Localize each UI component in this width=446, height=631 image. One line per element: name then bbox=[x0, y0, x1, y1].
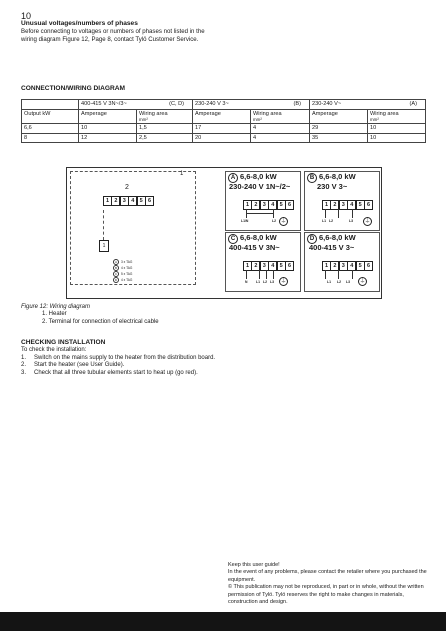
caption-item: 1. Heater bbox=[42, 311, 67, 318]
bottom-bar bbox=[0, 612, 446, 631]
table-header-b: 230-240 V 3~ (B) bbox=[193, 100, 310, 110]
panel-a bbox=[225, 171, 301, 231]
heater-legend: A 3 x TAG B 4 x TAG C 5 x TAG D 4 x TAG bbox=[114, 260, 133, 282]
table-col-wiring-area: Wiring area mm² bbox=[137, 109, 193, 124]
wire-label: L2 bbox=[337, 280, 341, 284]
section-heading-checking: CHECKING INSTALLATION bbox=[21, 339, 106, 346]
table-cell: 12 bbox=[79, 133, 137, 143]
panel-c-power: 6,6-8,0 kW bbox=[240, 233, 277, 242]
page-number: 10 bbox=[21, 11, 32, 21]
panel-b-terminals: 1 2 3 4 5 6 bbox=[322, 200, 372, 210]
terminal-block: 1 2 3 4 5 6 bbox=[103, 196, 153, 206]
figure-caption bbox=[21, 304, 159, 326]
table-cell: 17 bbox=[193, 124, 251, 134]
section-body-voltages: Before connecting to voltages or numbers of phases not listed in the wiring diagram Figure 12, Page 8, contact Tylö Customer Service. bbox=[21, 28, 205, 43]
table-header-row bbox=[22, 100, 426, 110]
caption-item: 2. Terminal for connection of electrical cable bbox=[42, 318, 159, 325]
panel-c-terminals: 1 2 3 4 5 6 bbox=[243, 261, 293, 271]
section-heading-voltages: Unusual voltages/numbers of phases bbox=[21, 20, 138, 27]
wire-label: L1 bbox=[327, 280, 331, 284]
heater-box: 1 bbox=[99, 240, 109, 252]
table-row bbox=[22, 133, 426, 143]
panel-a-voltage: 230-240 V 1N~/2~ bbox=[229, 182, 291, 191]
wire-label: L2 bbox=[263, 280, 267, 284]
terminal-label: 2 bbox=[125, 184, 129, 191]
table-cell: 4 bbox=[251, 133, 310, 143]
panel-letter-d: D bbox=[307, 234, 317, 244]
wire-label: N bbox=[245, 280, 248, 284]
footer-line: © This publication may not be reproduced, in part or in whole, without the written permission of Tylö. Tylö reserves the right to make changes in materials, construction and design. bbox=[228, 584, 424, 606]
table-corner-cell bbox=[22, 100, 79, 110]
table-cell: 6,6 bbox=[22, 124, 79, 134]
table-row bbox=[22, 124, 426, 134]
earth-icon: ⏚ bbox=[280, 278, 287, 285]
wire-label: L3 bbox=[349, 219, 353, 223]
panel-a-power: 6,6-8,0 kW bbox=[240, 172, 277, 181]
footer-line: In the event of any problems, please contact the retailer where you purchased the equipment. bbox=[228, 569, 427, 583]
footer-note bbox=[228, 562, 428, 606]
table-cell: 29 bbox=[310, 124, 368, 134]
earth-icon: ⏚ bbox=[359, 278, 366, 285]
wiring-table bbox=[21, 99, 426, 143]
wire-label: L3 bbox=[270, 280, 274, 284]
table-col-amperage: Amperage bbox=[310, 109, 368, 124]
panel-letter-b: B bbox=[307, 173, 317, 183]
table-cell: 8 bbox=[22, 133, 79, 143]
wire-label: L2 bbox=[329, 219, 333, 223]
checking-list bbox=[21, 347, 221, 377]
table-cell: 1,5 bbox=[137, 124, 193, 134]
figure-title: Figure 12: Wiring diagram bbox=[21, 304, 90, 310]
table-col-wiring-area: Wiring area mm² bbox=[251, 109, 310, 124]
table-header-c: 400-415 V 3N~/3~ (C, D) bbox=[79, 100, 193, 110]
table-col-amperage: Amperage bbox=[193, 109, 251, 124]
list-item: 1. Switch on the mains supply to the heater from the distribution board. bbox=[21, 354, 216, 361]
wire-label: L1 bbox=[256, 280, 260, 284]
table-col-wiring-area: Wiring area mm² bbox=[368, 109, 426, 124]
wire-label: L1 bbox=[322, 219, 326, 223]
table-col-amperage: Amperage bbox=[79, 109, 137, 124]
list-item: 3. Check that all three tubular elements start to heat up (go red). bbox=[21, 369, 198, 376]
panel-letter-c: C bbox=[228, 234, 238, 244]
table-cell: 20 bbox=[193, 133, 251, 143]
panel-c-voltage: 400-415 V 3N~ bbox=[229, 243, 280, 252]
list-item: 2. Start the heater (see User Guide). bbox=[21, 362, 125, 369]
table-cell: 35 bbox=[310, 133, 368, 143]
panel-d-terminals: 1 2 3 4 5 6 bbox=[322, 261, 372, 271]
table-cell: 2,5 bbox=[137, 133, 193, 143]
wire-label: L2 bbox=[272, 219, 276, 223]
heater-outline bbox=[70, 171, 196, 285]
panel-b bbox=[304, 171, 380, 231]
table-cell: 4 bbox=[251, 124, 310, 134]
table-cell: 10 bbox=[368, 133, 426, 143]
panel-b-power: 6,6-8,0 kW bbox=[319, 172, 356, 181]
connection-line bbox=[103, 210, 104, 240]
panel-d-power: 6,6-8,0 kW bbox=[319, 233, 356, 242]
panel-c bbox=[225, 232, 301, 292]
table-subheader-row bbox=[22, 109, 426, 124]
heater-label: 1 bbox=[180, 171, 184, 177]
panel-b-voltage: 230 V 3~ bbox=[317, 182, 348, 191]
panel-d bbox=[304, 232, 380, 292]
panel-a-terminals: 1 2 3 4 5 6 bbox=[243, 200, 293, 210]
wire-label: L3 bbox=[346, 280, 350, 284]
table-cell: 10 bbox=[368, 124, 426, 134]
earth-icon: ⏚ bbox=[364, 218, 371, 225]
table-header-a: 230-240 V~ (A) bbox=[310, 100, 426, 110]
section-heading-wiring: CONNECTION/WIRING DIAGRAM bbox=[21, 85, 126, 92]
table-col-output: Output kW bbox=[22, 109, 79, 124]
earth-icon: ⏚ bbox=[280, 218, 287, 225]
wire-label: L1/N bbox=[241, 219, 249, 223]
checking-intro: To check the installation: bbox=[21, 347, 87, 353]
footer-line: Keep this user guide! bbox=[228, 562, 280, 568]
table-cell: 10 bbox=[79, 124, 137, 134]
panel-letter-a: A bbox=[228, 173, 238, 183]
panel-d-voltage: 400-415 V 3~ bbox=[309, 243, 355, 252]
wiring-diagram bbox=[66, 167, 382, 299]
